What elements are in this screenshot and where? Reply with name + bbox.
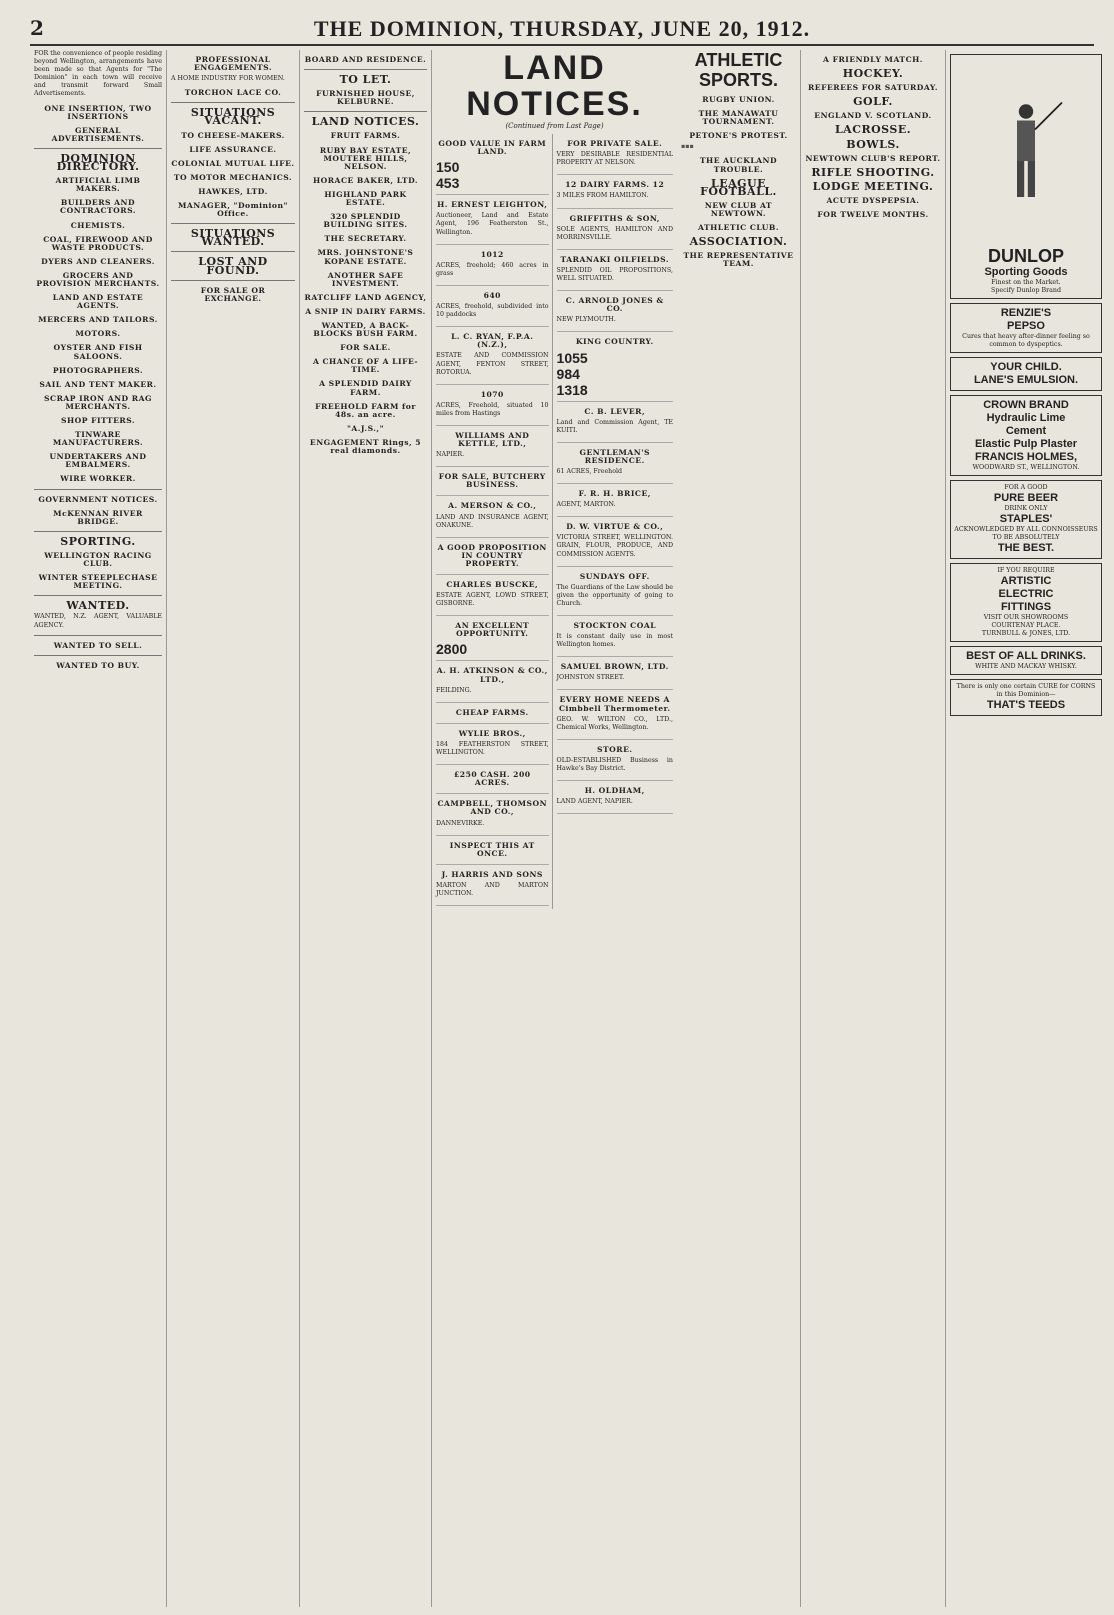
new-club: NEW CLUB AT NEWTOWN. [704,200,773,218]
land-ad-heading: TARANAKI OILFIELDS. [560,254,669,264]
auckland-trouble: THE AUCKLAND TROUBLE. [699,156,778,174]
sporting-heading: SPORTING. [60,534,136,548]
prof-heading: PROFESSIONAL ENGAGEMENTS. [193,55,273,73]
lot-number: 453 [436,175,460,192]
land-ad-text: The Guardians of the Law should be given the opportunity of going to Church. [556,583,673,607]
dunlop-name: DUNLOP [988,246,1064,266]
land-right [557,134,673,909]
lanes-ad [950,357,1102,391]
lot-number: 150 [436,159,460,176]
directory-section: SCRAP IRON AND RAG MERCHANTS. [44,393,152,411]
land-ad [436,667,549,702]
land-notices-banner: LAND NOTICES. [466,50,643,123]
dunlop-ad [950,54,1102,299]
lot-number: 2800 [436,641,468,658]
freehold: FREEHOLD FARM for 48s. an acre. [315,401,416,419]
directory-list [34,177,162,483]
land-ad [436,391,549,426]
elastic-plaster: Elastic Pulp Plaster [974,438,1078,450]
fruit-farms: FRUIT FARMS. [330,131,401,141]
land-ad-heading: H. OLDHAM, [584,786,645,796]
land-ad-text: ACRES, freehold, subdivided into 10 paddocks [436,303,549,319]
land-ad-text: It is constant daily use in most Wellington homes. [556,633,673,649]
column-7-ads [946,50,1106,1607]
hydraulic-lime: Hydraulic Lime [986,412,1066,424]
land-ad-heading: F. R. H. BRICE, [578,489,651,499]
land-ad-heading: H. ERNEST LEIGHTON, [437,200,548,210]
petone: PETONE'S PROTEST. [689,131,788,141]
pepso: PEPSO [1007,320,1045,332]
your-child: YOUR CHILD. [990,361,1062,373]
land-ad-heading: CAMPBELL, THOMSON AND CO., [437,799,548,817]
land-ad-heading: STOCKTON COAL [573,621,657,630]
govt-notice-bridge: McKENNAN RIVER BRIDGE. [53,508,143,526]
land-notices-heading: LAND NOTICES. [311,115,420,129]
artistic: ARTISTIC [1000,575,1052,587]
govt-notices-heading: GOVERNMENT NOTICES. [38,494,158,504]
home-industry: A HOME INDUSTRY FOR WOMEN. [171,75,285,83]
life-assurance: LIFE ASSURANCE. [189,144,277,154]
athletic-sports-title: ATHLETIC SPORTS. [694,50,783,90]
electric: ELECTRIC [998,588,1054,600]
land-ad [557,490,673,517]
directory-section: BUILDERS AND CONTRACTORS. [60,198,136,216]
highland-park: HIGHLAND PARK ESTATE. [324,189,407,208]
land-ad [436,581,549,616]
league: LEAGUE FOOTBALL. [700,176,777,198]
directory-heading: DOMINION DIRECTORY. [56,151,140,174]
fittings: FITTINGS [1000,601,1052,613]
land-ad-heading: SUNDAYS OFF. [579,571,650,581]
land-ad-heading: WYLIE BROS., [458,728,526,738]
building-sites: 320 SPLENDID BUILDING SITES. [323,212,408,230]
hockey: HOCKEY. [842,67,904,81]
best-drinks: BEST OF ALL DRINKS. [966,650,1086,662]
land-ad [557,338,673,401]
land-ad [557,181,673,208]
horace-baker: HORACE BAKER, LTD. [312,175,419,185]
land-ad [557,297,673,332]
twelve-months: FOR TWELVE MONTHS. [817,210,929,220]
directory-section: SAIL AND TENT MAKER. [39,379,157,389]
land-ad-heading: FOR PRIVATE SALE. [567,139,663,149]
lacrosse: LACROSSE. [834,123,912,137]
text-block: ▪▪▪ [681,143,694,151]
land-ad-heading: KING COUNTRY. [575,337,654,347]
page-number: 2 [30,16,44,40]
land-ad [557,622,673,657]
land-ad-text: DANNEVIRKE. [436,819,485,827]
land-ad [557,523,673,566]
association: ASSOCIATION. [689,235,788,249]
land-ad [436,473,549,496]
land-ad-text: JOHNSTON STREET. [556,674,625,682]
column-4-land-notices [432,50,677,1607]
lodge: LODGE MEETING. [812,179,934,193]
ratcliff: RATCLIFF LAND AGENCY, [304,292,427,302]
ajs: "A.J.S.," [346,423,385,433]
situations-vacant: SITUATIONS VACANT. [190,106,276,128]
directory-section: SHOP FITTERS. [60,416,136,425]
land-ad [436,709,549,724]
land-ad-heading: WILLIAMS AND KETTLE, LTD., [455,430,530,449]
land-ad [436,251,549,286]
land-ad [436,292,549,327]
white-mackay: WHITE AND MACKAY WHISKY. [975,663,1077,670]
land-ad [557,573,673,616]
drink-only: DRINK ONLY [1004,505,1048,512]
teeds-ad [950,679,1102,716]
land-ad-text: SOLE AGENTS, HAMILTON AND MORRINSVILLE. [556,225,673,241]
dunlop-sub: Sporting Goods [984,266,1068,278]
back-blocks: WANTED, A BACK-BLOCKS BUSH FARM. [313,320,418,339]
land-ad [557,663,673,690]
secretary: THE SECRETARY. [324,234,407,244]
fh-address: WOODWARD ST., WELLINGTON. [972,464,1080,471]
land-ad-heading: CHEAP FARMS. [455,707,529,717]
land-ad-text: Auctioneer, Land and Estate Agent, 196 Featherston St., Wellington. [436,212,549,236]
for-a-good: FOR A GOOD [1004,484,1048,491]
land-ad-text: NAPIER. [436,451,465,459]
crown-brand-ad [950,395,1102,476]
land-ad-heading: A GOOD PROPOSITION IN COUNTRY PROPERTY. [437,542,547,568]
renzie: RENZIE'S [1000,307,1052,319]
land-ad [557,140,673,175]
directory-section: OYSTER AND FISH SALOONS. [53,343,143,361]
steeplechase: WINTER STEEPLECHASE MEETING. [38,573,158,591]
crown-brand: CROWN BRAND [983,399,1069,411]
land-ad [436,871,549,906]
lost-found: LOST AND FOUND. [198,255,268,277]
general-ads-heading: GENERAL ADVERTISEMENTS. [51,125,145,143]
land-ad [436,502,549,537]
land-ad [436,140,549,195]
land-ad-heading: 1070 [480,389,504,399]
newtown-report: NEWTOWN CLUB'S REPORT. [805,153,941,163]
kopane: MRS. JOHNSTONE'S KOPANE ESTATE. [317,248,414,266]
land-ad-heading: INSPECT THIS AT ONCE. [449,840,535,858]
representative: THE REPRESENTATIVE TEAM. [683,251,794,269]
land-ad-heading: EVERY HOME NEEDS A Cimbbell Thermometer. [558,695,671,713]
courtenay: COURTENAY PLACE. [991,622,1061,629]
directory-section: PHOTOGRAPHERS. [52,365,144,375]
directory-section: COAL, FIREWOOD AND WASTE PRODUCTS. [43,234,153,252]
land-ad-text: ESTATE AGENT, LOWD STREET, GISBORNE. [436,592,549,608]
directory-section: MERCERS AND TAILORS. [38,315,158,325]
masthead [30,14,1094,46]
land-ad-text: ACRES, Freehold, situated 10 miles from Hastings [436,401,549,417]
board-heading: BOARD AND RESIDENCE. [304,55,427,64]
land-ad-heading: L. C. RYAN, F.P.A. (N.Z.), [451,332,534,350]
land-ad [557,449,673,484]
torchon: TORCHON LACE CO. [184,88,282,98]
rifle: RIFLE SHOOTING. [811,165,935,179]
land-ad [436,432,549,467]
masthead-title: THE DOMINION, THURSDAY, JUNE 20, 1912. [313,16,811,41]
motor-mechanics: TO MOTOR MECHANICS. [173,172,293,182]
land-ad-text: MARTON AND MARTON JUNCTION. [436,881,549,897]
land-ad-text: OLD-ESTABLISHED Business in Hawke's Bay District. [556,756,673,773]
wanted-agent: WANTED, N.Z. AGENT, VALUABLE AGENCY. [34,613,162,629]
ruby-bay: RUBY BAY ESTATE, MOUTERE HILLS, NELSON. [319,145,412,171]
land-ad-text: AGENT, MARTON. [556,501,616,509]
chance: A CHANCE OF A LIFE-TIME. [312,357,419,375]
land-ad-text: Land and Commission Agent, TE KUITI. [556,418,673,434]
land-ad [436,622,549,661]
directory-section: GROCERS AND PROVISION MERCHANTS. [36,270,160,288]
there-is-only: There is only one certain CURE for CORNS in this Dominion— [956,683,1096,698]
land-ad-text: ACRES, freehold; 460 acres in grass [436,261,549,277]
land-ad-text: 184 FEATHERSTON STREET, WELLINGTON. [436,740,549,757]
another-safe: ANOTHER SAFE INVESTMENT. [327,270,404,288]
directory-section: CHEMISTS. [70,220,126,230]
land-ad-text: 61 ACRES, Freehold [556,467,623,475]
cheesemakers: TO CHEESE-MAKERS. [181,130,285,140]
golfer-illustration [981,62,1071,242]
engagement: ENGAGEMENT Rings, 5 real diamonds. [309,437,422,455]
land-ad [436,544,549,575]
land-ad-text: FEILDING. [436,686,472,694]
land-ad [557,746,673,781]
tournament: THE MANAWATU TOURNAMENT. [698,109,779,127]
pepso-text: Cures that heavy after-dinner feeling so common to dyspeptics. [962,333,1090,348]
land-ad [557,215,673,250]
land-ad-text: NEW PLYMOUTH. [556,316,616,324]
land-ad-heading: £250 CASH. 200 ACRES. [454,770,531,788]
directory-section: MOTORS. [75,329,121,339]
dyspepsia: ACUTE DYSPEPSIA. [826,195,920,205]
for-sale: FOR SALE. [340,343,391,353]
pure-beer: PURE BEER [993,492,1059,504]
directory-section: UNDERTAKERS AND EMBALMERS. [49,452,147,470]
land-ad [436,333,549,384]
land-ad-heading: J. HARRIS AND SONS [441,869,543,879]
golf: GOLF. [853,95,893,109]
land-ad-heading: 640 [483,290,501,300]
dunlop-tagline: Finest on the Market. [991,279,1061,286]
land-ad [436,730,549,765]
land-ad-text: VERY DESIRABLE RESIDENTIAL PROPERTY AT NELSON. [556,151,673,167]
bowls: BOWLS. [846,137,900,151]
england-scotland: ENGLAND V. SCOTLAND. [814,111,932,121]
visit-showrooms: VISIT OUR SHOWROOMS [983,614,1069,621]
land-ad [557,408,673,443]
wanted-buy-heading: WANTED TO BUY. [56,660,140,670]
land-ad-text: VICTORIA STREET, WELLINGTON. GRAIN, FLOUR, PRODUCE, AND COMMISSION AGENTS. [556,534,673,558]
lot-number: 984 [556,365,580,382]
rates-heading: ONE INSERTION, TWO INSERTIONS [44,103,152,121]
land-ad-heading: GRIFFITHS & SON, [569,213,660,223]
wanted-heading: WANTED. [66,599,130,613]
acknowledged: ACKNOWLEDGED BY ALL CONNOISSEURS TO BE ABSOLUTELY [954,526,1098,541]
lanes: LANE'S EMULSION. [973,374,1079,386]
agents-notice: FOR the convenience of people residing beyond Wellington, arrangements have been made so that Agents for "The Dominion" in each town will receive and transmit forward Small Advertisements. [34,50,162,98]
land-ad [436,842,549,865]
land-ad-text: LAND AND INSURANCE AGENT, ONAKUNE. [436,513,549,529]
lot-number: 1318 [556,381,588,398]
land-ad-heading: GOOD VALUE IN FARM LAND. [438,139,547,157]
land-ad-heading: 12 DAIRY FARMS. 12 [565,180,665,190]
snip: A SNIP IN DAIRY FARMS. [305,306,426,316]
column-1 [30,50,167,1607]
athletic-club: ATHLETIC CLUB. [698,223,779,233]
racing-club: WELLINGTON RACING CLUB. [44,550,152,569]
thats-teeds: THAT'S TEEDS [986,699,1066,711]
land-ad-heading: CHARLES BUSCKE, [446,580,539,589]
staples: STAPLES' [999,513,1053,525]
situations-wanted: SITUATIONS WANTED. [190,227,276,249]
land-ad-text: ESTATE AND COMMISSION AGENT, FENTON STREET, ROTORUA. [436,352,549,376]
land-ad-heading: GENTLEMAN'S RESIDENCE. [579,447,651,465]
land-ad-text: 3 MILES FROM HAMILTON. [556,192,649,200]
land-ad [436,201,549,244]
pepso-ad [950,303,1102,353]
land-ad-heading: 1012 [480,249,504,259]
land-ad-text: GEO. W. WILTON CO., LTD., Chemical Works, Wellington. [556,715,673,731]
land-ad [557,256,673,291]
land-ad [436,800,549,835]
land-ad-heading: AN EXCELLENT OPPORTUNITY. [455,621,530,639]
land-ad-heading: FOR SALE, BUTCHERY BUSINESS. [438,472,546,490]
hawkes: HAWKES, LTD. [198,186,268,196]
lot-number: 1055 [556,349,588,366]
dairy-farm: A SPLENDID DAIRY FARM. [319,379,412,397]
directory-section: LAND AND ESTATE AGENTS. [52,293,144,311]
land-ad-heading: A. H. ATKINSON & CO., LTD., [436,666,548,684]
column-3 [300,50,432,1607]
friendly-match: A FRIENDLY MATCH. [823,55,923,64]
electric-ad [950,563,1102,642]
to-let-heading: TO LET. [339,73,392,87]
column-2 [167,50,300,1607]
land-left [436,134,553,909]
wanted-sell-heading: WANTED TO SELL. [53,640,143,650]
land-ad-text: LAND AGENT, NAPIER. [556,798,633,806]
drinks-ad [950,646,1102,675]
land-ad-heading: C. B. LEVER, [584,406,646,416]
rugby: RUGBY UNION. [702,95,775,104]
furnished-house: FURNISHED HOUSE, KELBURNE. [316,89,415,107]
land-ad-text: SPLENDID OIL PROPOSITIONS, WELL SITUATED. [556,266,673,283]
land-ad-heading: SAMUEL BROWN, LTD. [560,662,669,672]
column-6 [801,50,946,1607]
the-best: THE BEST. [997,542,1055,554]
for-sale-exchange: FOR SALE OR EXCHANGE. [200,285,266,303]
dunlop-specify: Specify Dunlop Brand [991,287,1061,294]
land-ad-heading: STORE. [597,744,633,754]
referees: REFEREES FOR SATURDAY. [808,83,938,93]
land-ad [557,787,673,814]
cement: Cement [1005,425,1047,437]
land-ad-heading: D. W. VIRTUE & CO., [566,522,664,532]
if-you-require: IF YOU REQUIRE [997,567,1055,574]
colonial-mutual: COLONIAL MUTUAL LIFE. [171,158,295,168]
francis-holmes: FRANCIS HOLMES, [974,451,1078,463]
land-ad [557,696,673,739]
continued-note: (Continued from Last Page) [505,122,604,130]
directory-section: TINWARE MANUFACTURERS. [52,430,144,448]
manager: MANAGER, "Dominion" Office. [178,201,288,219]
land-ad-heading: A. MERSON & CO., [448,501,537,511]
directory-section: DYERS AND CLEANERS. [41,256,155,266]
directory-section: ARTIFICIAL LIMB MAKERS. [55,176,141,194]
turnbull: TURNBULL & JONES, LTD. [981,630,1071,637]
land-ad-heading: C. ARNOLD JONES & CO. [565,296,664,314]
column-5 [677,50,801,1607]
land-ad [436,771,549,794]
directory-section: WIRE WORKER. [60,474,136,484]
staples-ad [950,480,1102,559]
